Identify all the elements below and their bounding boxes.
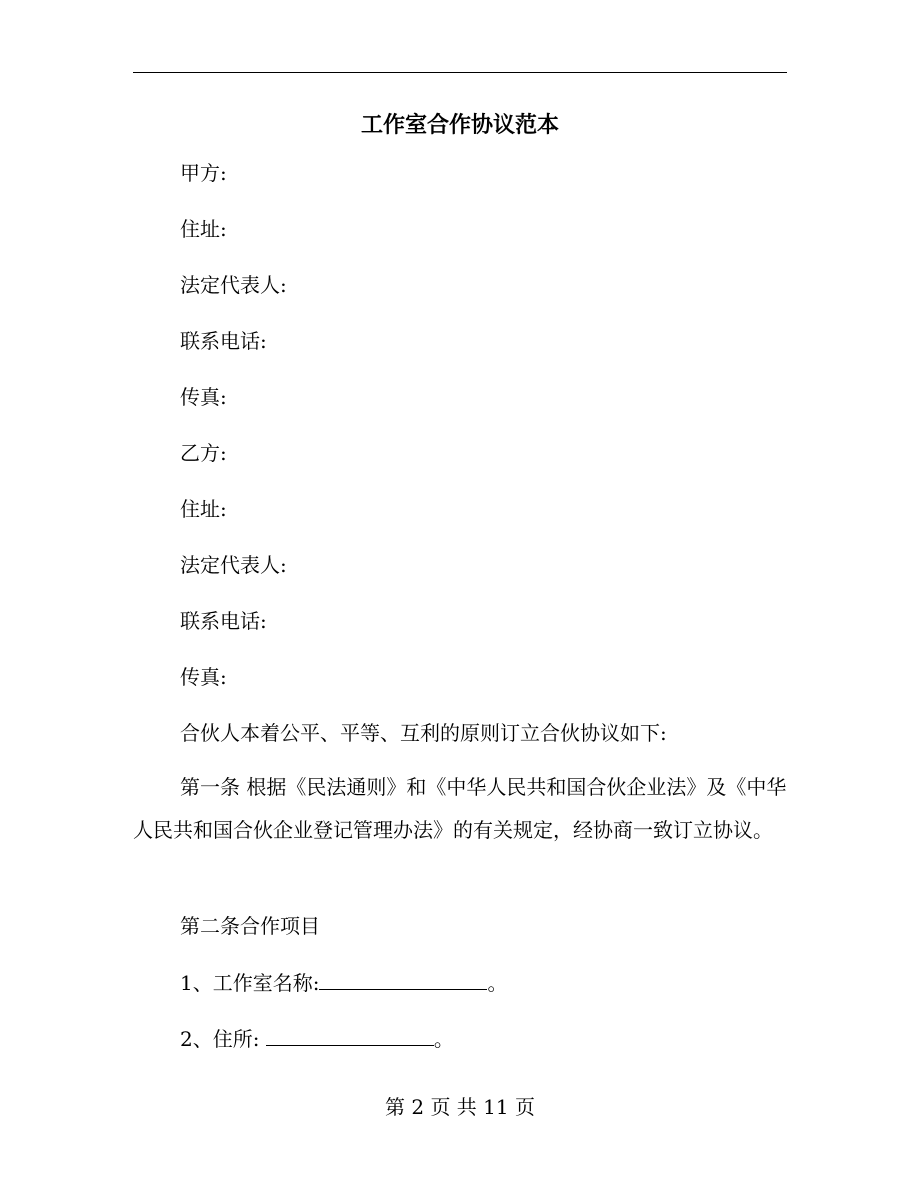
item-1-studio-name bbox=[180, 968, 507, 998]
party-b-name-label: 乙方: bbox=[180, 441, 227, 465]
party-a-name-label: 甲方: bbox=[180, 161, 227, 185]
party-b-address-label: 住址: bbox=[180, 497, 227, 521]
item-2-end: 。 bbox=[433, 1027, 454, 1051]
party-a-fax-label: 传真: bbox=[180, 385, 227, 409]
article-1-paragraph: 第一条 根据《民法通则》和《中华人民共和国合伙企业法》及《中华人民共和国合伙企业登记管理办法》的有关规定，经协商一致订立协议。 bbox=[133, 775, 787, 842]
item-2-address bbox=[180, 1024, 454, 1054]
party-b-legal-rep-label: 法定代表人: bbox=[180, 553, 287, 577]
address-blank-field[interactable] bbox=[266, 1027, 434, 1046]
party-b-fax-label: 传真: bbox=[180, 665, 227, 689]
article-2-heading: 第二条合作项目 bbox=[180, 914, 320, 938]
item-1-end: 。 bbox=[487, 971, 508, 995]
item-2-label: 2、住所: bbox=[180, 1027, 266, 1051]
page-number-footer: 第 2 页 共 11 页 bbox=[385, 1095, 535, 1119]
document-title: 工作室合作协议范本 bbox=[360, 112, 559, 138]
intro-paragraph: 合伙人本着公平、平等、互利的原则订立合伙协议如下: bbox=[180, 721, 667, 745]
party-a-legal-rep-label: 法定代表人: bbox=[180, 273, 287, 297]
header-rule bbox=[133, 72, 787, 73]
party-a-phone-label: 联系电话: bbox=[180, 329, 267, 353]
item-1-label: 1、工作室名称: bbox=[180, 971, 320, 995]
party-b-phone-label: 联系电话: bbox=[180, 609, 267, 633]
studio-name-blank-field[interactable] bbox=[319, 971, 487, 990]
party-a-address-label: 住址: bbox=[180, 217, 227, 241]
